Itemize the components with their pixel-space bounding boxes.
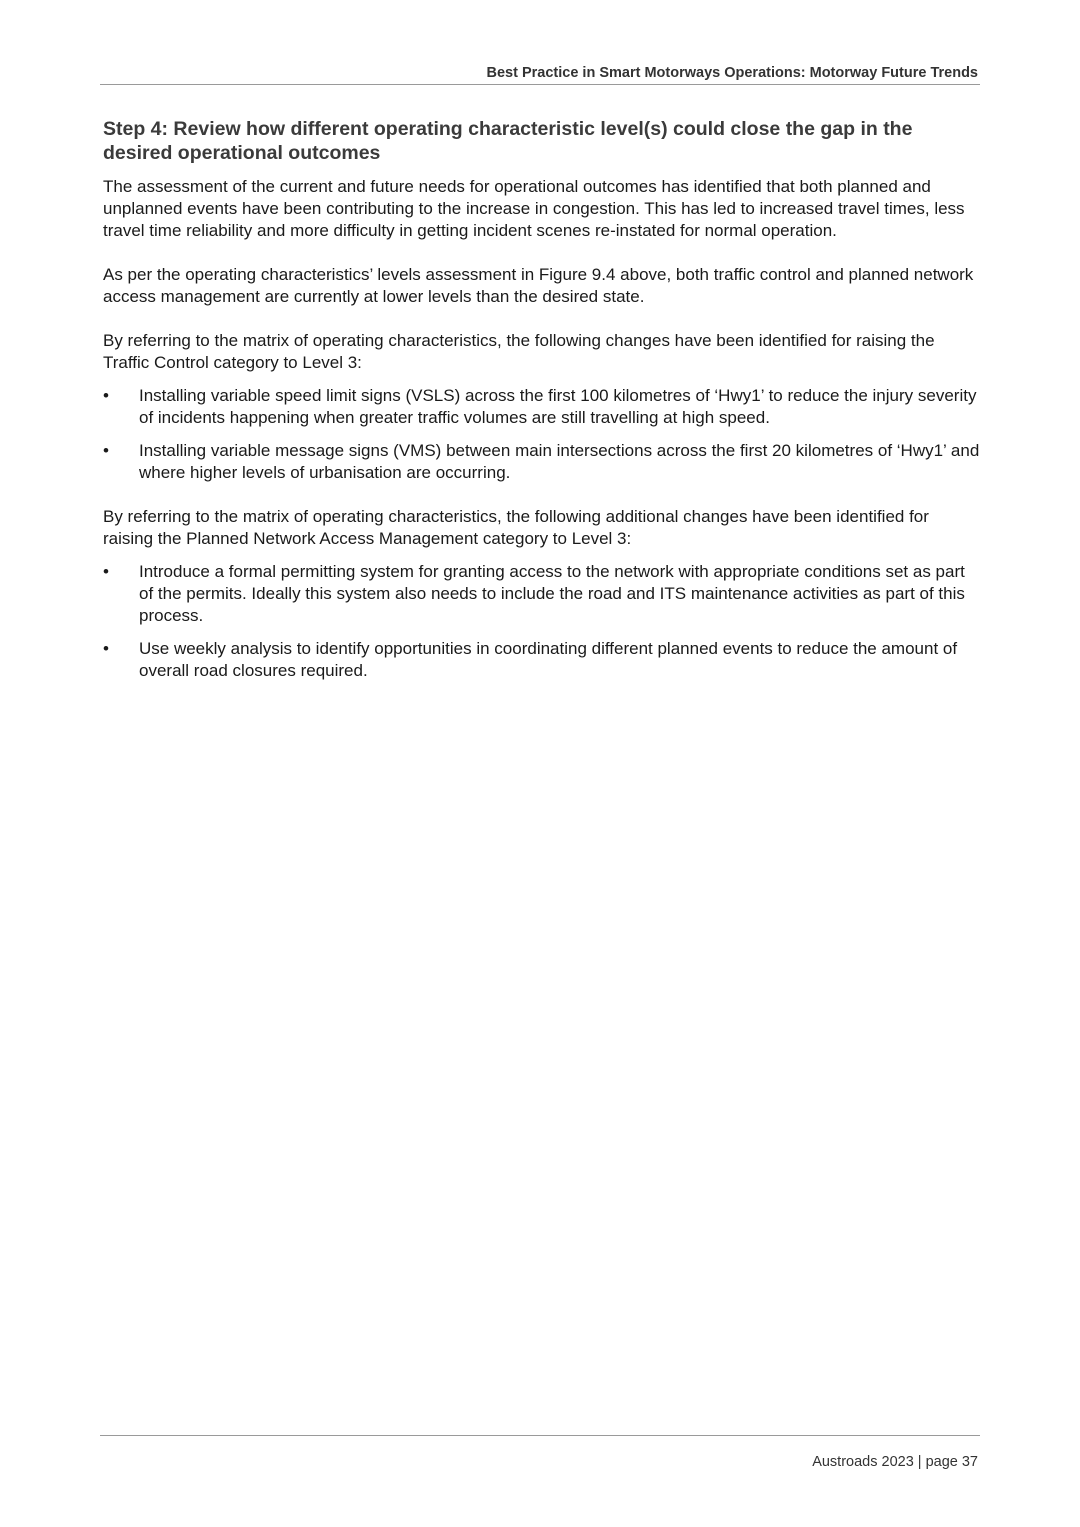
list-item <box>103 440 981 484</box>
bullet-icon: • <box>103 562 109 581</box>
list-item-text: Installing variable speed limit signs (VSLS) across the first 100 kilometres of ‘Hwy1’ to reduce the injury severity of incidents happening when greater traffic volumes are still travelling at high speed. <box>139 386 977 427</box>
running-header: Best Practice in Smart Motorways Operations: Motorway Future Trends <box>486 65 978 81</box>
list-item <box>103 385 981 429</box>
page-footer: Austroads 2023 | page 37 <box>812 1454 978 1470</box>
bullet-icon: • <box>103 639 109 658</box>
footer-divider <box>100 1435 980 1436</box>
bullet-icon: • <box>103 441 109 460</box>
network-access-list <box>103 561 981 682</box>
list-item <box>103 638 981 682</box>
list-item-text: Use weekly analysis to identify opportunities in coordinating different planned events to reduce the amount of overall road closures required. <box>139 639 958 680</box>
traffic-control-list <box>103 385 981 484</box>
list-item <box>103 561 981 627</box>
paragraph-assessment: The assessment of the current and future needs for operational outcomes has identified that both planned and unplanned events have been contributing to the increase in congestion. This has led to increased travel times, less travel time reliability and more difficulty in getting incident scenes re-instated for normal operation. <box>103 177 965 240</box>
paragraph-levels-assessment: As per the operating characteristics’ levels assessment in Figure 9.4 above, both traffic control and planned network access management are currently at lower levels than the desired state. <box>103 265 974 306</box>
list-item-text: Installing variable message signs (VMS) between main intersections across the first 20 kilometres of ‘Hwy1’ and where higher levels of urbanisation are occurring. <box>139 441 980 482</box>
bullet-icon: • <box>103 386 109 405</box>
list-item-text: Introduce a formal permitting system for granting access to the network with appropriate conditions set as part of the permits. Ideally this system also needs to include the road and ITS maintenance activities as part of this process. <box>139 562 965 625</box>
page-body <box>103 117 981 704</box>
header-divider <box>100 84 980 85</box>
section-heading: Step 4: Review how different operating characteristic level(s) could close the gap in the desired operational outcomes <box>103 118 913 164</box>
paragraph-traffic-control-intro: By referring to the matrix of operating characteristics, the following changes have been identified for raising the Traffic Control category to Level 3: <box>103 331 935 372</box>
paragraph-network-access-intro: By referring to the matrix of operating characteristics, the following additional changes have been identified for raising the Planned Network Access Management category to Level 3: <box>103 507 929 548</box>
